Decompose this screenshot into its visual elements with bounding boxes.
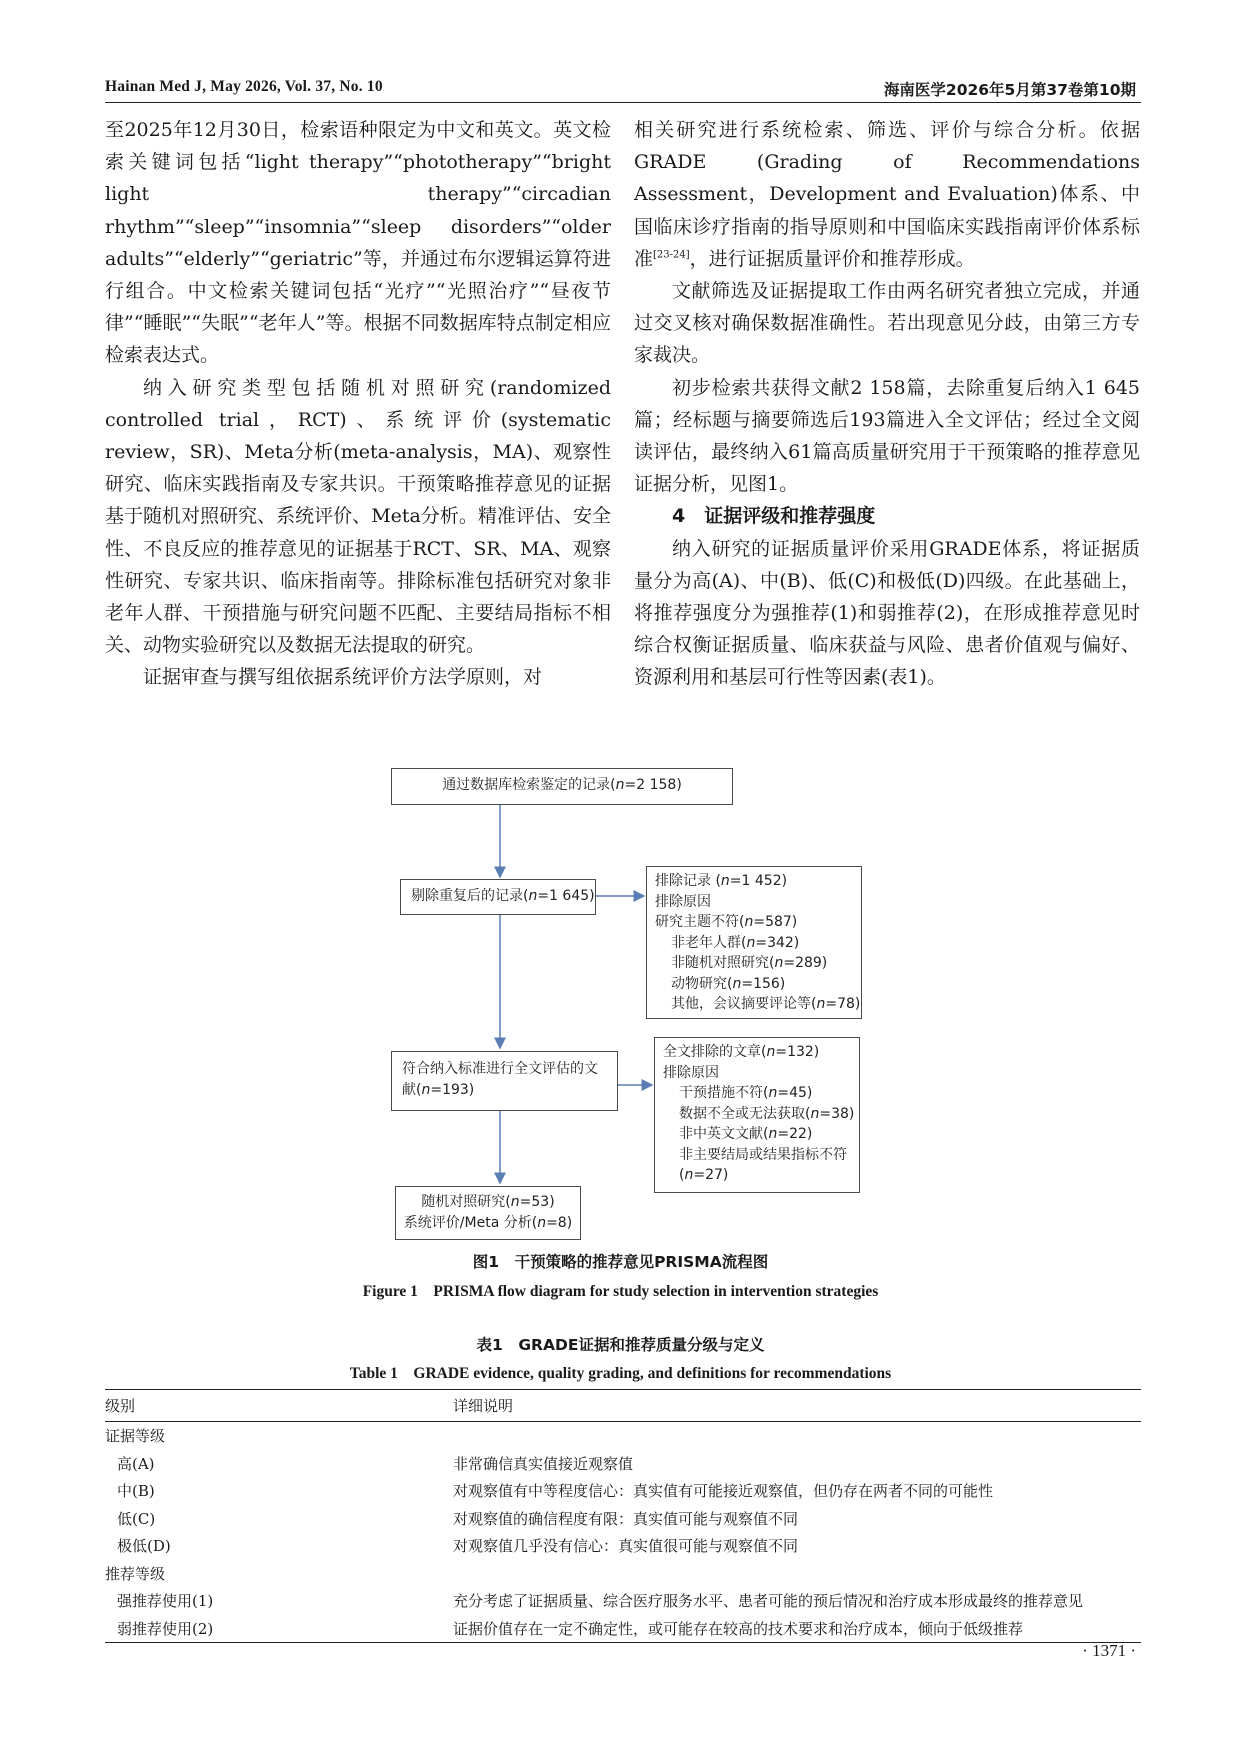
table-cell-level: 高(A) (117, 1454, 155, 1473)
table-header-row (105, 1390, 1141, 1422)
flow-box-excluded-fulltext: 全文排除的文章(n=132) 排除原因 干预措施不符(n=45) 数据不全或无法获取(n=38) 非中英文文献(n=22) 非主要结局或结果指标不符 (n=27) (654, 1037, 860, 1193)
table-row (105, 1422, 1141, 1450)
left-text-column (105, 114, 611, 694)
right-text-column (634, 114, 1140, 694)
flow-box-included: 随机对照研究(n=53) 系统评价/Meta 分析(n=8) (395, 1186, 581, 1240)
table-cell-desc: 对观察值的确信程度有限：真实值可能与观察值不同 (453, 1509, 799, 1528)
table-row (105, 1477, 1141, 1505)
table-cell-level: 中(B) (117, 1482, 155, 1501)
table-row (105, 1505, 1141, 1533)
flow-box-identified: 通过数据库检索鉴定的记录(n=2 158) (391, 768, 733, 805)
section-heading: 4 证据评级和推荐强度 (672, 505, 876, 528)
flow-box-excluded-records: 排除记录 (n=1 452) 排除原因 研究主题不符(n=587) 非老年人群(n=342) 非随机对照研究(n=289) 动物研究(n=156) 其他，会议摘要评论等(n=78) (646, 866, 862, 1019)
page-number: · 1371 · (1082, 1641, 1136, 1660)
table-cell-level: 推荐等级 (105, 1564, 166, 1583)
table-cell-desc: 非常确信真实值接近观察值 (453, 1454, 634, 1473)
flow-box-deduplicated: 剔除重复后的记录(n=1 645) (400, 879, 596, 915)
paragraph-grade-levels: 纳入研究的证据质量评价采用GRADE体系，将证据质量分为高(A)、中(B)、低(C)和极低(D)四级。在此基础上，将推荐强度分为强推荐(1)和弱推荐(2)，在形成推荐意见时综合权衡证据质量、临床获益与风险、患者价值观与偏好、资源利用和基层可行性等因素(表1)。 (634, 537, 1140, 689)
journal-title-en: Hainan Med J, May 2026, Vol. 37, No. 10 (105, 78, 383, 95)
table-row (105, 1532, 1141, 1560)
table-cell-desc: 证据价值存在一定不确定性，或可能存在较高的技术要求和治疗成本，倾向于低级推荐 (453, 1619, 1024, 1638)
paragraph-search-results: 初步检索共获得文献2 158篇，去除重复后纳入1 645篇；经标题与摘要筛选后193篇进入全文评估；经过全文阅读评估，最终纳入61篇高质量研究用于干预策略的推荐意见证据分析，见图1。 (634, 376, 1140, 496)
table-row (105, 1450, 1141, 1478)
prisma-flowchart (380, 755, 900, 1245)
table-header-description: 详细说明 (453, 1397, 514, 1415)
table-cell-level: 极低(D) (117, 1537, 171, 1556)
paragraph-screening: 文献筛选及证据提取工作由两名研究者独立完成，并通过交叉核对确保数据准确性。若出现意见分歧，由第三方专家裁决。 (634, 280, 1140, 367)
table-caption-cn: 表1 GRADE证据和推荐质量分级与定义 (476, 1336, 765, 1354)
table-cell-desc (453, 1560, 1141, 1588)
paragraph-grade-system: 相关研究进行系统检索、筛选、评价与综合分析。依据GRADE (Grading of Recommendations Assessment，Development and Evaluation)体系、中国临床诊疗指南的指导原则和中国临床实践指南评价体系标准[23-24]，进行证据质量评价和推荐形成。 (634, 119, 1140, 270)
table-row (105, 1587, 1141, 1615)
journal-title-cn: 海南医学2026年5月第37卷第10期 (883, 81, 1136, 99)
citation-ref: [23-24] (653, 249, 690, 261)
paragraph-inclusion-criteria: 纳入研究类型包括随机对照研究(randomized controlled trial，RCT)、系统评价(systematic review，SR)、Meta分析(meta-analysis，MA)、观察性研究、临床实践指南及专家共识。干预策略推荐意见的证据基于随机对照研究、系统评价、Meta分析。精准评估、安全性、不良反应的推荐意见的证据基于RCT、SR、MA、观察性研究、专家共识、临床指南等。排除标准包括研究对象非老年人群、干预措施与研究问题不匹配、主要结局指标不相关、动物实验研究以及数据无法提取的研究。 (105, 376, 611, 657)
table-row (105, 1560, 1141, 1588)
paragraph-search-terms: 至2025年12月30日，检索语种限定为中文和英文。英文检索关键词包括“light therapy”“phototherapy”“bright light therapy”“circadian rhythm”“sleep”“insomnia”“sleep disorders”“older adults”“elderly”“geriatric”等，并通过布尔逻辑运算符进行组合。中文检索关键词包括“光疗”“光照治疗”“昼夜节律”“睡眠”“失眠”“老年人”等。根据不同数据库特点制定相应检索表达式。 (105, 119, 611, 367)
table-caption-en: Table 1 GRADE evidence, quality grading, and definitions for recommendations (349, 1365, 892, 1382)
flow-box-fulltext: 符合纳入标准进行全文评估的文 献(n=193) (391, 1051, 618, 1111)
table-header-level: 级别 (105, 1397, 136, 1415)
grade-table (105, 1389, 1141, 1643)
table-cell-desc: 充分考虑了证据质量、综合医疗服务水平、患者可能的预后情况和治疗成本形成最终的推荐意见 (453, 1592, 1084, 1611)
table-cell-desc: 对观察值几乎没有信心：真实值很可能与观察值不同 (453, 1537, 799, 1556)
table-row (105, 1615, 1141, 1643)
header-divider (105, 102, 1141, 103)
figure-caption-cn: 图1 干预策略的推荐意见PRISMA流程图 (472, 1253, 769, 1271)
table-cell-desc: 对观察值有中等程度信心：真实值有可能接近观察值，但仍存在两者不同的可能性 (453, 1482, 994, 1501)
paragraph-review-group: 证据审查与撰写组依据系统评价方法学原则，对 (143, 666, 543, 689)
table-cell-level: 低(C) (117, 1509, 156, 1528)
figure-caption-en: Figure 1 PRISMA flow diagram for study selection in intervention strategies (362, 1283, 879, 1300)
table-cell-desc (453, 1422, 1141, 1450)
table-cell-level: 强推荐使用(1) (117, 1592, 214, 1611)
table-cell-level: 弱推荐使用(2) (117, 1619, 214, 1638)
table-cell-level: 证据等级 (105, 1427, 166, 1446)
